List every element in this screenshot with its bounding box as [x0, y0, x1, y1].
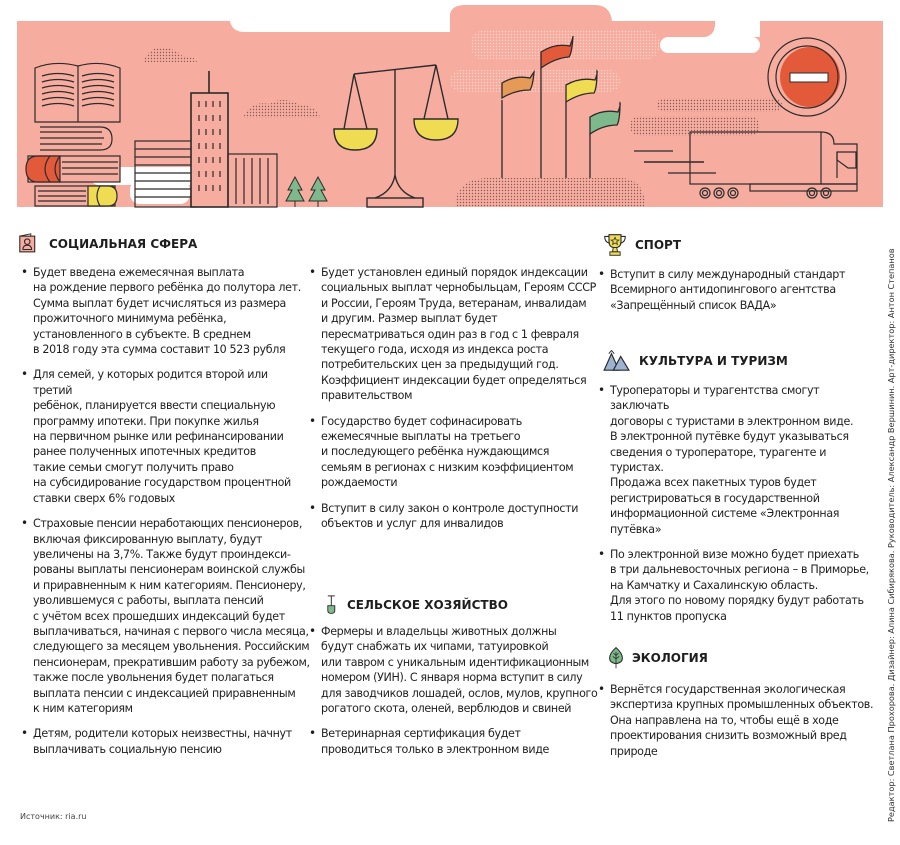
social-list-col1: [20, 265, 310, 767]
header-illustration: [0, 0, 900, 215]
section-title: КУЛЬТУРА И ТУРИЗМ: [639, 354, 788, 368]
leaf-icon: [608, 646, 624, 670]
shovel-icon: [325, 593, 339, 617]
section-heading-ecology: [608, 646, 708, 670]
section-heading-agriculture: [325, 593, 508, 617]
sport-list: [597, 267, 877, 323]
section-title: СПОРТ: [635, 238, 682, 252]
culture-list: [597, 383, 877, 634]
mountains-icon: [603, 350, 631, 372]
section-title: СОЦИАЛЬНАЯ СФЕРА: [49, 237, 198, 251]
list-item: • Вступит в силу закон о контроле доступности объектов и услуг для инвалидов: [308, 501, 598, 532]
list-item: • Ветеринарная сертификация будет проводиться только в электронном виде: [308, 726, 598, 757]
social-list-col2: [308, 265, 598, 542]
credits-vertical: Редактор: Светлана Прохорова. Дизайнер: Алина Сибирякова. Руководитель: Александр Вершинин. Арт-директор: Антон Степанов: [886, 248, 896, 822]
list-item: • Вернётся государственная экологическая экспертиза крупных промышленных объектов. Она направлена на то, чтобы ещё в ходе проектирования снизить возможный вред природе: [597, 682, 877, 759]
list-item: • Детям, родители которых неизвестны, начнут выплачивать социальную пенсию: [20, 726, 310, 757]
section-heading-sport: [603, 233, 681, 257]
list-item: • Для семей, у которых родится второй или третий ребёнок, планируется ввести специальную программу ипотеки. При покупке жилья на первичном рынке или рефинансировании ранее полученных ипотечных кредитов такие семьи смогут получить право на субсидирование государством процентной ставки сверх 6% годовых: [20, 367, 310, 506]
list-item: • Вступит в силу международный стандарт Всемирного антидопингового агентства «Запрещённый список ВАДА»: [597, 267, 877, 313]
section-title: СЕЛЬСКОЕ ХОЗЯЙСТВО: [347, 598, 508, 612]
list-item: • Будет установлен единый порядок индексации социальных выплат чернобыльцам, Героям СССР и России, Героям Труда, ветеранам, инвалидам и другим. Размер выплат будет пересматриваться один раз в год с 1 февраля текущего года, исходя из индекса роста потребительских цен за предыдущий год. Коэффициент индексации будет определяться правительством: [308, 265, 598, 404]
id-card-person-icon: [19, 232, 41, 256]
source-note: Источник: ria.ru: [20, 812, 87, 821]
list-item: • Фермеры и владельцы животных должны будут снабжать их чипами, татуировкой или тавром с уникальным идентификационным номером (УИН). С января норма вступит в силу для заводчиков лошадей, ослов, мулов, крупного рогатого скота, оленей, верблюдов и свиней: [308, 624, 598, 716]
agriculture-list: [308, 624, 598, 767]
section-heading-social: [19, 232, 197, 256]
list-item: • Будет введена ежемесячная выплата на рождение первого ребёнка до полутора лет. Сумма выплат будет исчисляться из размера прожиточного минимума ребёнка, установленного в субъекте. В среднем в 2018 году эта сумма составит 10 523 рубля: [20, 265, 310, 357]
section-title: ЭКОЛОГИЯ: [632, 651, 708, 665]
trophy-icon: [603, 233, 627, 257]
section-heading-culture: [603, 350, 788, 372]
list-item: • По электронной визе можно будет приехать в три дальневосточных региона – в Приморье, на Камчатку и Сахалинскую область. Для этого по новому порядку будут работать 11 пунктов пропуска: [597, 547, 877, 624]
list-item: • Туроператоры и турагентства смогут заключать договоры с туристами в электронном виде. В электронной путёвке будут указываться сведения о туроператоре, турагенте и туристах. Продажа всех пакетных туров будет регистрироваться в государственной информационной системе «Электронная путёвка»: [597, 383, 877, 537]
list-item: • Государство будет софинасировать ежемесячные выплаты на третьего и последующего ребёнка нуждающимся семьям в регионах с низким коэффициентом рождаемости: [308, 414, 598, 491]
list-item: • Страховые пенсии неработающих пенсионеров, включая фиксированную выплату, будут увеличены на 3,7%. Также будут проиндекси- рованы выплаты пенсионерам воинской службы и приравненным к ним категориям. Пенсионеру, уволившемуся с работы, выплата пенсий с учётом всех прошедших индексаций будет выплачиваться, начиная с первого числа месяца, следующего за месяцем увольнения. Российским пенсионерам, прекратившим работу за рубежом, также после увольнения будет полагаться выплата пенсии с индексацией приравненным к ним категориям: [20, 516, 310, 716]
ecology-list: [597, 682, 877, 769]
